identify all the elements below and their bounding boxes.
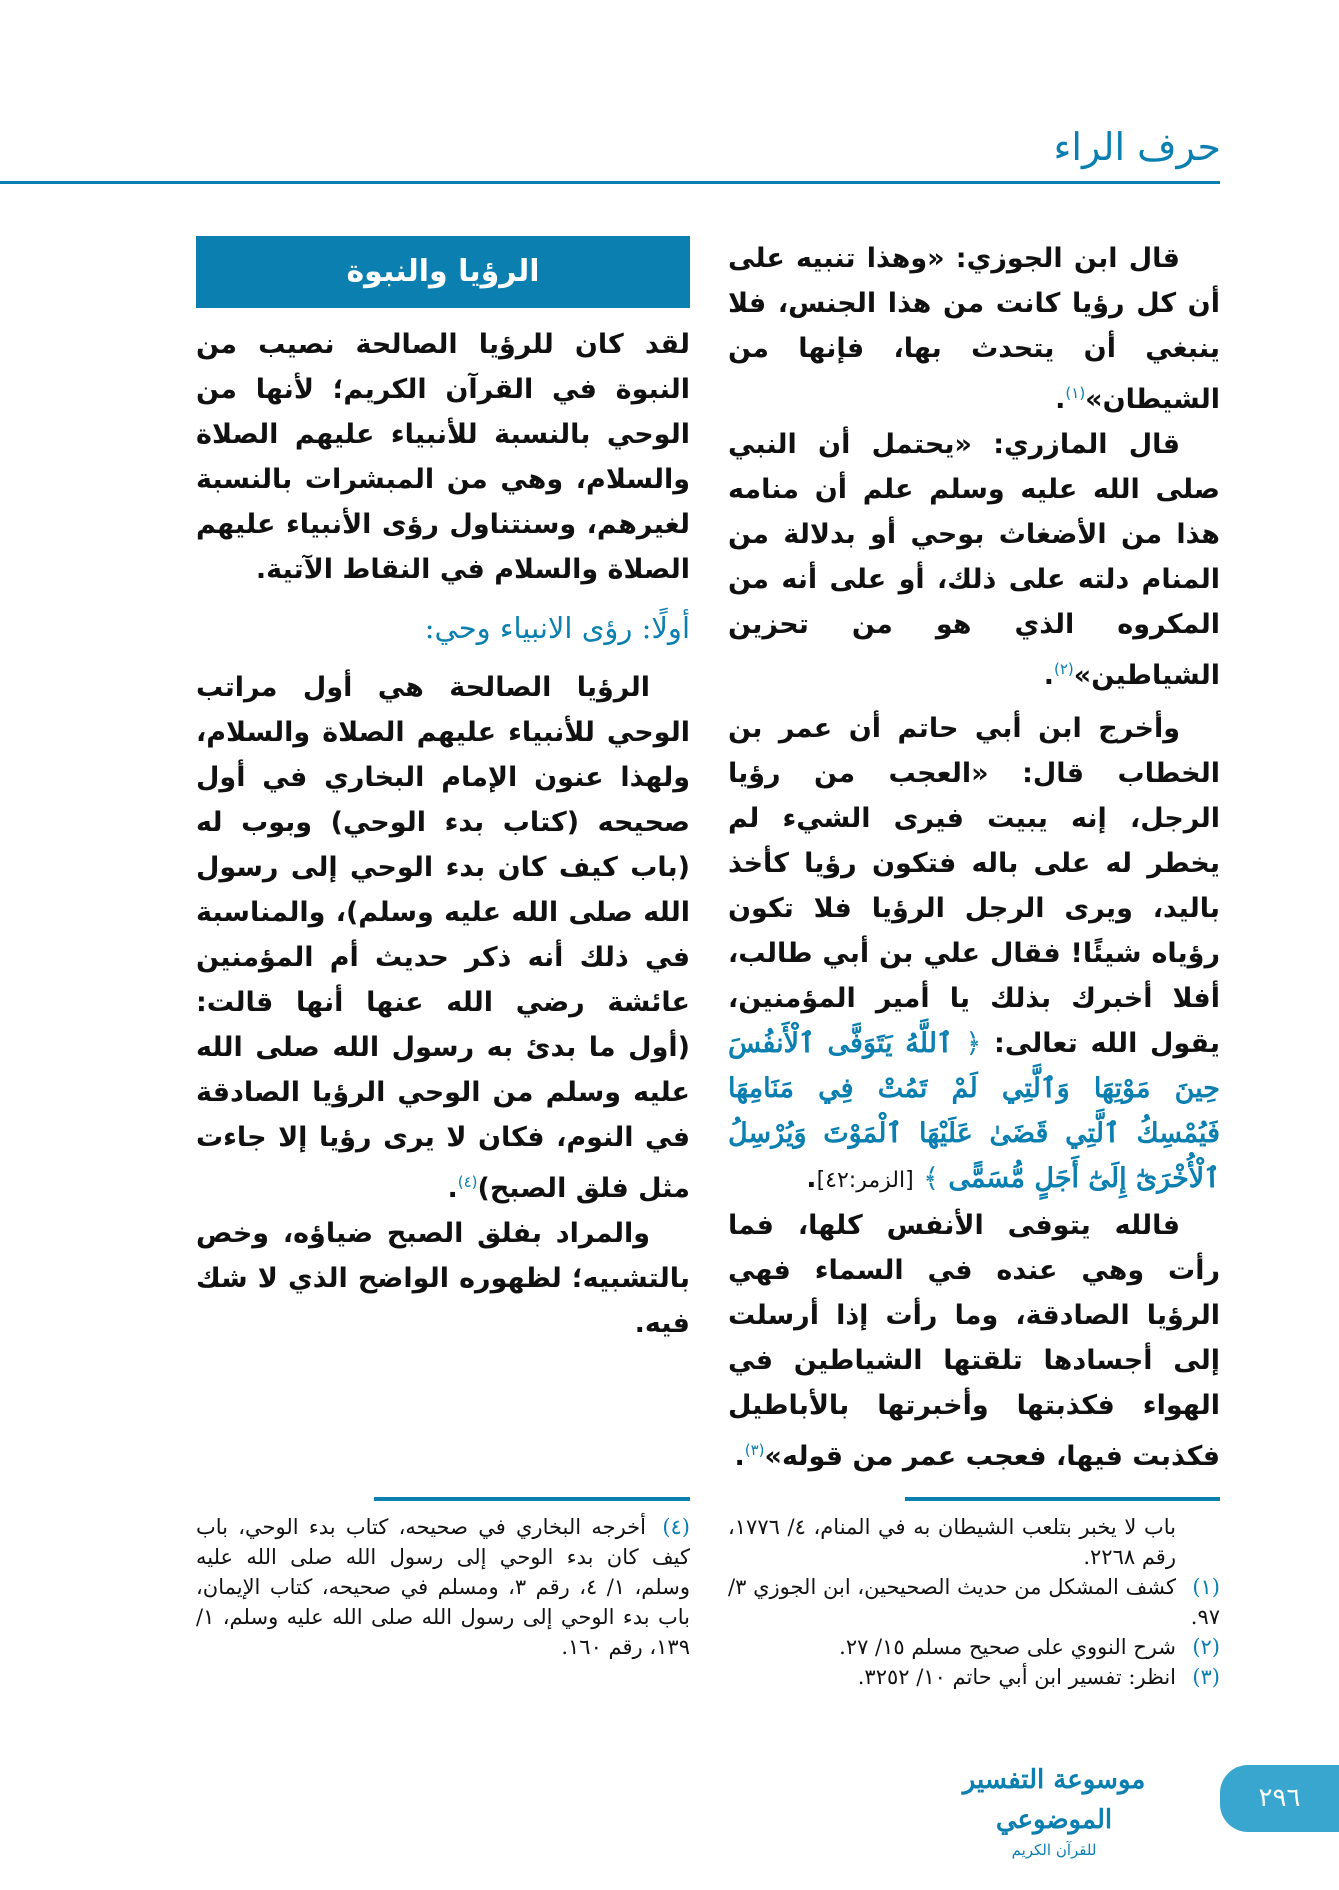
header-rule xyxy=(0,181,1220,184)
logo-title: موسوعة التفسير الموضوعي xyxy=(962,1765,1146,1835)
quran-reference: [الزمر:٤٢] xyxy=(816,1168,914,1193)
footnote-number: (٣) xyxy=(1192,1665,1220,1689)
quran-verse: ٱللَّهُ يَتَوَفَّى ٱلْأَنفُسَ حِينَ مَوْتِهَا وَٱلَّتِي لَمْ تَمُتْ فِي مَنَامِهَا فَيُمْسِكُ ٱلَّتِي قَضَىٰ عَلَيْهَا ٱلْمَوْتَ وَيُرْسِلُ ٱلْأُخْرَىٰٓ إِلَىٰٓ أَجَلٍ مُّسَمًّى xyxy=(728,1028,1220,1194)
footnote-ref[interactable]: (٢) xyxy=(1053,660,1074,678)
footnote-number: (١) xyxy=(1192,1575,1220,1599)
logo-subtitle: للقرآن الكريم xyxy=(1011,1841,1097,1859)
left-footnotes xyxy=(196,1512,690,1662)
footnote xyxy=(728,1572,1220,1632)
paragraph-text: قال المازري: «يحتمل أن النبي صلى الله عليه وسلم علم أن منامه هذا من الأضغاث بوحي أو بدلالة من المنام دلته على ذلك، أو على أنه من المكروه الذي هو من تحزين الشياطين» xyxy=(728,429,1220,691)
period: . xyxy=(447,1173,458,1204)
period: . xyxy=(1043,660,1054,691)
period: . xyxy=(734,1441,745,1472)
left-column xyxy=(196,236,690,1346)
footnote-text: انظر: تفسير ابن أبي حاتم ١٠/ ٣٢٥٢. xyxy=(857,1665,1176,1689)
paragraph-text: فالله يتوفى الأنفس كلها، فما رأت وهي عنده في السماء فهي الرؤيا الصادقة، وما رأت إذا أرسلت إلى أجسادها تلقتها الشياطين في الهواء فكذبتها وأخبرتها بالأباطيل فكذبت فيها، فعجب عمر من قوله» xyxy=(728,1210,1220,1472)
subheading: أولًا: رؤى الانبياء وحي: xyxy=(424,611,690,645)
footnote-text: أخرجه البخاري في صحيحه، كتاب بدء الوحي، باب كيف كان بدء الوحي إلى رسول الله صلى الله عليه وسلم، ١/ ٤، رقم ٣، ومسلم في صحيحه، كتاب الإيمان، باب بدء الوحي إلى رسول الله صلى الله عليه وسلم، ١/ ١٣٩، رقم ١٦٠. xyxy=(196,1515,690,1659)
footnote-separator xyxy=(905,1497,1220,1501)
footnote-number: (٢) xyxy=(1192,1635,1220,1659)
paragraph-text: وأخرج ابن أبي حاتم أن عمر بن الخطاب قال: «العجب من رؤيا الرجل، إنه يبيت فيرى الشيء لم يخطر له على باله فتكون رؤيا كأخذ باليد، ويرى الرجل الرؤيا فلا تكون رؤياه شيئًا! فقال علي بن أبي طالب، أفلا أخبرك بذلك يا أمير المؤمنين، يقول الله تعالى: xyxy=(728,713,1220,1059)
footnote-text: شرح النووي على صحيح مسلم ١٥/ ٢٧. xyxy=(839,1635,1176,1659)
paragraph xyxy=(728,706,1220,1203)
footnote xyxy=(728,1632,1220,1662)
paragraph xyxy=(728,1203,1220,1479)
period: . xyxy=(1055,384,1066,415)
paragraph: والمراد بفلق الصبح ضياؤه، وخص بالتشبيه؛ لظهوره الواضح الذي لا شك فيه. xyxy=(196,1218,690,1339)
period: . xyxy=(806,1163,817,1194)
section-heading: الرؤيا والنبوة xyxy=(196,236,690,308)
paragraph xyxy=(728,236,1220,422)
encyclopedia-logo xyxy=(924,1760,1184,1859)
footnote-number: (٤) xyxy=(662,1515,690,1539)
intro-paragraph: لقد كان للرؤيا الصالحة نصيب من النبوة في القرآن الكريم؛ لأنها من الوحي بالنسبة للأنبياء عليهم الصلاة والسلام، وهي من المبشرات بالنسبة لغيرهم، وسنتناول رؤى الأنبياء عليهم الصلاة والسلام في النقاط الآتية. xyxy=(196,329,690,585)
quran-close-ornament-icon: ﴾ xyxy=(923,1163,939,1194)
chapter-title: حرف الراء xyxy=(1053,125,1221,169)
footnote-separator xyxy=(374,1497,690,1501)
right-footnotes xyxy=(728,1512,1220,1692)
page-number: ٢٩٦ xyxy=(1220,1765,1339,1832)
footnote-ref[interactable]: (١) xyxy=(1065,384,1086,402)
footnote xyxy=(196,1512,690,1662)
footnote-continuation: باب لا يخبر بتلعب الشيطان به في المنام، ٤/ ١٧٧٦، رقم ٢٢٦٨. xyxy=(728,1515,1176,1569)
paragraph-text: الرؤيا الصالحة هي أول مراتب الوحي للأنبياء عليهم الصلاة والسلام، ولهذا عنون الإمام البخاري في أول صحيحه (كتاب بدء الوحي) وبوب له (باب كيف كان بدء الوحي إلى رسول الله صلى الله عليه وسلم)، والمناسبة في ذلك أنه ذكر حديث أم المؤمنين عائشة رضي الله عنها أنها قالت: xyxy=(196,672,690,1018)
right-column xyxy=(728,236,1220,1479)
footnote-text: كشف المشكل من حديث الصحيحين، ابن الجوزي ٣/ ٩٧. xyxy=(728,1575,1220,1629)
paragraph xyxy=(196,665,690,1211)
footnote-ref[interactable]: (٣) xyxy=(744,1441,765,1459)
paragraph xyxy=(728,422,1220,698)
footnote xyxy=(728,1662,1220,1692)
paragraph-text: قال ابن الجوزي: «وهذا تنبيه على أن كل رؤيا كانت من هذا الجنس، فلا ينبغي أن يتحدث بها، فإنها من الشيطان» xyxy=(728,243,1220,415)
quran-open-ornament-icon: ﴿ xyxy=(965,1028,982,1059)
footnote-ref[interactable]: (٤) xyxy=(457,1173,478,1191)
hadith-quote: (أول ما بدئ به رسول الله صلى الله عليه وسلم من الوحي الرؤيا الصادقة في النوم، فكان لا يرى رؤيا إلا جاءت مثل فلق الصبح) xyxy=(196,1032,690,1204)
